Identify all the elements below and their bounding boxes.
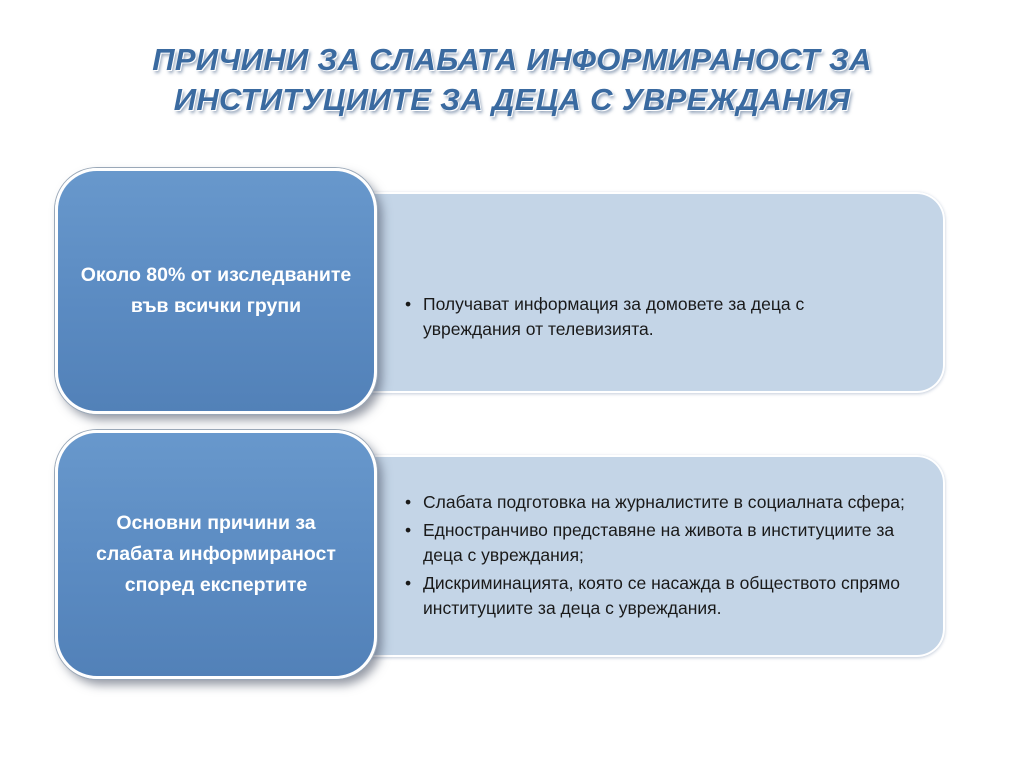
info-panel-1 [306, 192, 945, 393]
bullet-item: • Едностранчиво представяне на живота в институциите за деца с увреждания; [403, 518, 905, 568]
bullet-item: • Получават информация за домовете за деца с увреждания от телевизията. [403, 292, 905, 342]
bullet-list-2 [403, 490, 905, 624]
bullet-list-1 [403, 292, 905, 345]
info-row-1 [0, 166, 1024, 418]
info-badge-1: Около 80% от изследваните във всички групи [55, 168, 377, 414]
bullet-item: • Слабата подготовка на журналистите в социалната сфера; [403, 490, 905, 515]
info-badge-2: Основни причини за слабата информираност според експертите [55, 430, 377, 679]
slide-title-line-1: ПРИЧИНИ ЗА СЛАБАТА ИНФОРМИРАНОСТ ЗА [152, 42, 872, 77]
slide-title-line-2: ИНСТИТУЦИИТЕ ЗА ДЕЦА С УВРЕЖДАНИЯ [173, 82, 851, 117]
info-panel-2 [306, 455, 945, 657]
slide-title [0, 40, 1024, 120]
bullet-item: • Дискриминацията, която се насажда в обществото спрямо институциите за деца с увреждания. [403, 571, 905, 621]
info-row-2 [0, 428, 1024, 683]
